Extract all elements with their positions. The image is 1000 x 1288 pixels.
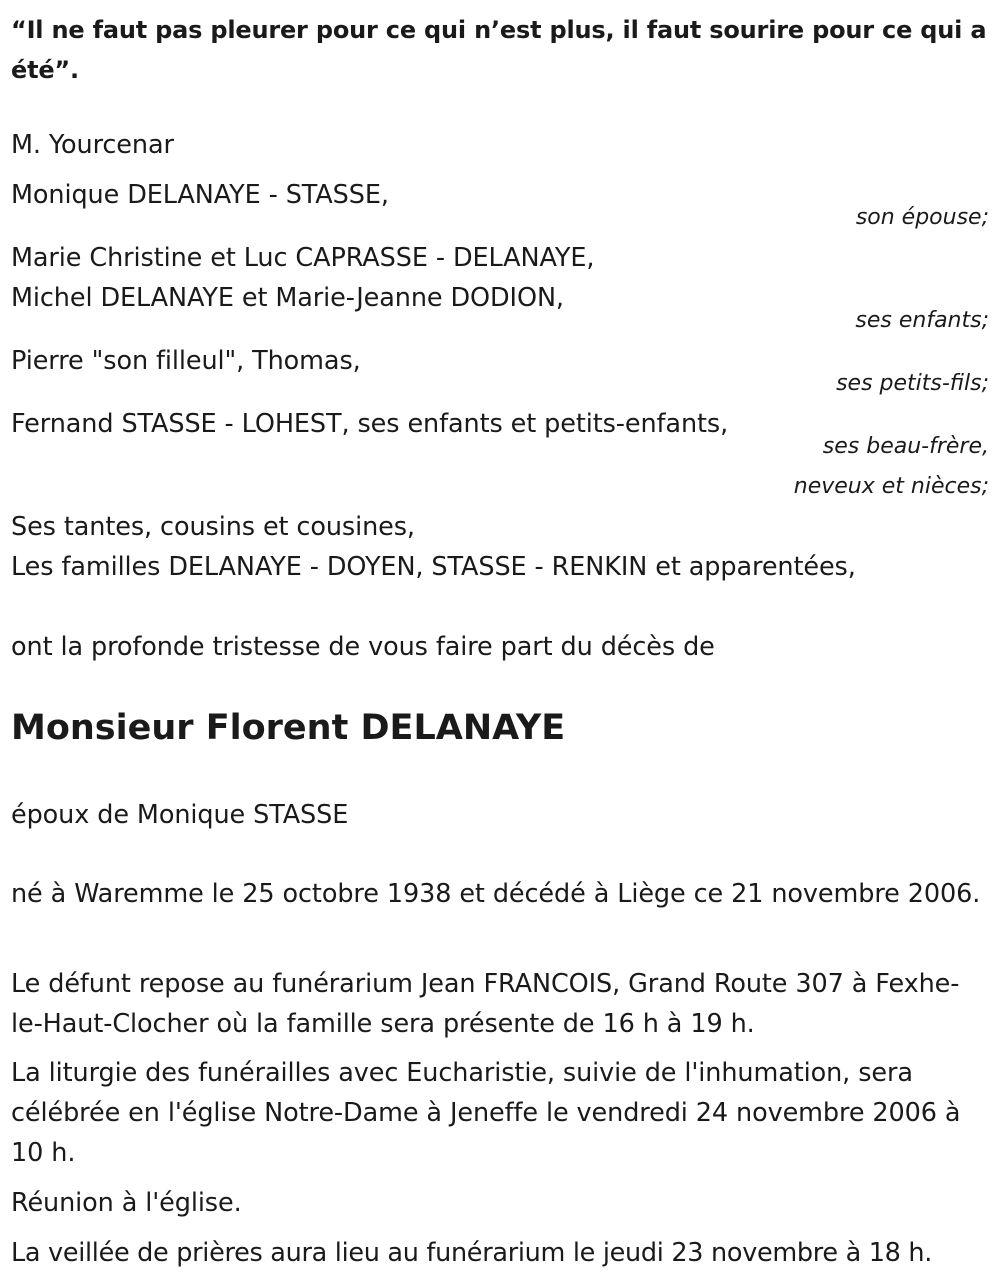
grandsons-line: Pierre "son filleul", Thomas,	[11, 346, 361, 376]
epigraph-quote: “Il ne faut pas pleurer pour ce qui n’est plus, il faut sourire pour ce qui a été”.	[11, 16, 987, 84]
wife-name: Monique DELANAYE - STASSE,	[11, 180, 389, 210]
brother-in-law-line: Fernand STASSE - LOHEST, ses enfants et petits-enfants,	[11, 409, 729, 439]
children-relation: ses enfants;	[855, 308, 989, 333]
birth-death-paragraph: né à Waremme le 25 octobre 1938 et décédé à Liège ce 21 novembre 2006.	[11, 879, 981, 909]
rest-paragraph: Le défunt repose au funérarium Jean FRANCOIS, Grand Route 307 à Fexhe-le-Haut-Clocher où la famille sera présente de 16 h à 19 h.	[11, 969, 960, 1039]
announcement-text: ont la profonde tristesse de vous faire part du décès de	[11, 632, 715, 662]
meeting-paragraph: Réunion à l'église.	[11, 1188, 242, 1218]
brother-in-law-relation-1: ses beau-frère,	[822, 434, 989, 459]
liturgy-paragraph: La liturgie des funérailles avec Eucharistie, suivie de l'inhumation, sera célébrée en l'église Notre-Dame à Jeneffe le vendredi 24 novembre 2006 à 10 h.	[11, 1058, 961, 1168]
relatives-line-2: Les familles DELANAYE - DOYEN, STASSE - RENKIN et apparentées,	[11, 552, 856, 582]
deceased-spouse: époux de Monique STASSE	[11, 800, 349, 830]
child-line-1: Marie Christine et Luc CAPRASSE - DELANAYE,	[11, 243, 595, 273]
wife-relation: son épouse;	[855, 205, 989, 230]
child-line-2: Michel DELANAYE et Marie-Jeanne DODION,	[11, 283, 564, 313]
grandsons-relation: ses petits-fils;	[836, 371, 989, 396]
brother-in-law-relation-2: neveux et nièces;	[793, 474, 989, 499]
quote-author: M. Yourcenar	[11, 130, 174, 160]
deceased-name: Monsieur Florent DELANAYE	[11, 708, 566, 748]
relatives-line-1: Ses tantes, cousins et cousines,	[11, 512, 415, 542]
vigil-paragraph: La veillée de prières aura lieu au funérarium le jeudi 23 novembre à 18 h.	[11, 1238, 933, 1268]
